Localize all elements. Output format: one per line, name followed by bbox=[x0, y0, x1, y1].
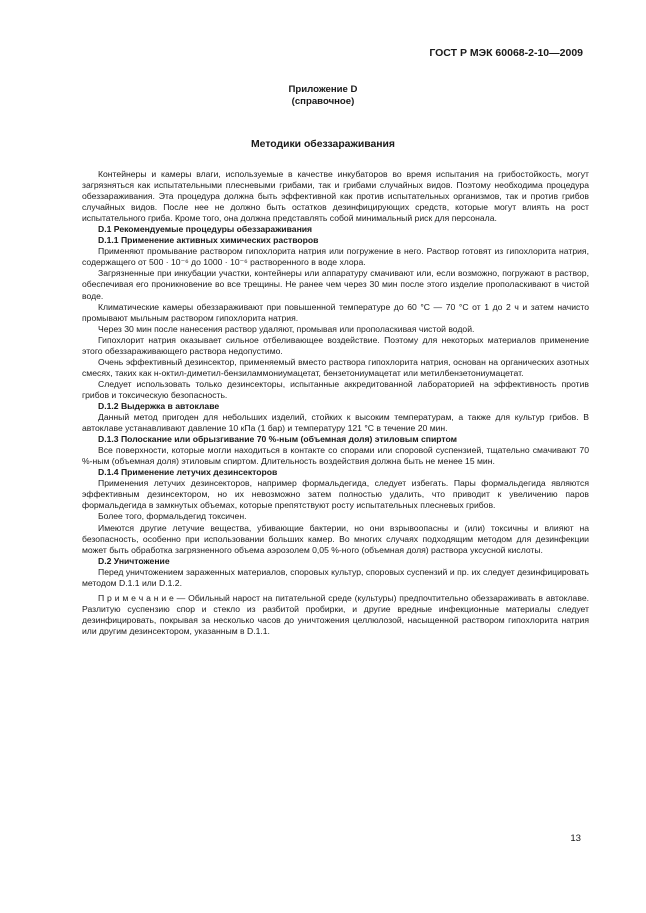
note-paragraph: П р и м е ч а н и е — Обильный нарост на питательной среде (культуры) предпочтительно обеззараживать в автоклаве. Разлитую суспензию спор и стекло из разбитой пробирки, и другие вредные инфекционные материалы следует дезинфицировать, покрывая за несколько часов до уничтожения целлюлозой, насыщенной раствором гипохлорита натрия или другим дезинсектором, указанным в D.1.1. bbox=[82, 592, 589, 636]
paragraph: Через 30 мин после нанесения раствор удаляют, промывая или прополаскивая чистой водой. bbox=[98, 323, 475, 334]
paragraph: Климатические камеры обеззараживают при повышенной температуре до 60 °С — 70 °С от 1 до 2 ч и затем начисто промывают мыльным раствором гипохлорита натрия. bbox=[82, 301, 589, 323]
paragraph: Имеются другие летучие вещества, убивающие бактерии, но они взрывоопасны и (или) токсичны и влияют на безопасность, особенно при использовании больших камер. Во многих случаях подходящим методом для дезинфекции может быть обработка загрязненного объема аэрозолем 0,05 %-ного (объемная доля) раствора уксусной кислоты. bbox=[82, 522, 589, 555]
page-number: 13 bbox=[570, 833, 581, 844]
heading-d2: D.2 Уничтожение bbox=[98, 555, 170, 566]
paragraph: Данный метод пригоден для небольших изделий, стойких к высоким температурам, а также для культур грибов. В автоклаве устанавливают давление 10 кПа (1 бар) и температуру 121 °С в течение 20 мин. bbox=[82, 412, 589, 434]
paragraph: Гипохлорит натрия оказывает сильное отбеливающее воздействие. Поэтому для некоторых материалов применение этого обеззараживающего раствора недопустимо. bbox=[82, 334, 589, 356]
heading-d13: D.1.3 Полоскание или обрызгивание 70 %-ным (объемная доля) этиловым спиртом bbox=[98, 434, 458, 445]
document-body bbox=[82, 169, 589, 637]
paragraph: Следует использовать только дезинсекторы, испытанные аккредитованной лабораторией на эффективность против грибов и токсическую безопасность. bbox=[82, 378, 589, 400]
annex-subtitle: (справочное) bbox=[291, 96, 355, 107]
paragraph: Более того, формальдегид токсичен. bbox=[98, 511, 247, 522]
paragraph: Очень эффективный дезинсектор, применяемый вместо раствора гипохлорита натрия, основан на органических азотных смесях, таких как н-октил-диметил-бензиламмониумацетат, бензетониумацетат или метилбензетониумацетат. bbox=[82, 356, 589, 378]
paragraph: Все поверхности, которые могли находиться в контакте со спорами или споровой суспензией, тщательно смачивают 70 %-ным (объемная доля) этиловым спиртом. Длительность воздействия должна быть не менее 15 мин. bbox=[82, 445, 589, 467]
annex-title: Приложение D bbox=[288, 84, 358, 95]
heading-d12: D.1.2 Выдержка в автоклаве bbox=[98, 400, 220, 411]
heading-d11: D.1.1 Применение активных химических растворов bbox=[98, 235, 319, 246]
document-code: ГОСТ Р МЭК 60068-2-10—2009 bbox=[429, 47, 583, 59]
intro-paragraph: Контейнеры и камеры влаги, используемые в качестве инкубаторов во время испытания на грибостойкость, могут загрязняться как испытательными плесневыми грибами, так и грибами случайных видов. Поэтому необходима процедура обеззараживания. Эта процедура должна быть эффективной как против испытательных организмов, так и против грибов случайных видов. После нее не должно быть остатков дезинфицирующих средств, которые могут влиять на рост испытательного гриба. Кроме того, она должна представлять собой минимальный риск для персонала. bbox=[82, 169, 589, 224]
paragraph: Применения летучих дезинсекторов, например формальдегида, следует избегать. Пары формальдегида являются эффективным дезинсектором, но их невозможно затем полностью удалить, что приводит к увеличению паров формальдегида в замкнутых объемах, которые препятствуют росту испытательных плесневых грибов. bbox=[82, 478, 589, 511]
paragraph: Применяют промывание раствором гипохлорита натрия или погружение в него. Раствор готовят из гипохлорита натрия, содержащего от 500 · 10⁻⁶ до 1000 · 10⁻⁶ растворенного в воде хлора. bbox=[82, 246, 589, 268]
section-title: Методики обеззараживания bbox=[251, 139, 395, 150]
heading-d1: D.1 Рекомендуемые процедуры обеззараживания bbox=[98, 224, 313, 235]
heading-d14: D.1.4 Применение летучих дезинсекторов bbox=[98, 467, 278, 478]
paragraph: Перед уничтожением зараженных материалов, споровых культур, споровых суспензий и пр. их следует дезинфицировать методом D.1.1 или D.1.2. bbox=[82, 566, 589, 588]
paragraph: Загрязненные при инкубации участки, контейнеры или аппаратуру смачивают или, если возможно, погружают в раствор, обеспечивая его проникновение во все трещины. Не ранее чем через 30 мин после этого изделие прополаскивают в чистой воде. bbox=[82, 268, 589, 301]
